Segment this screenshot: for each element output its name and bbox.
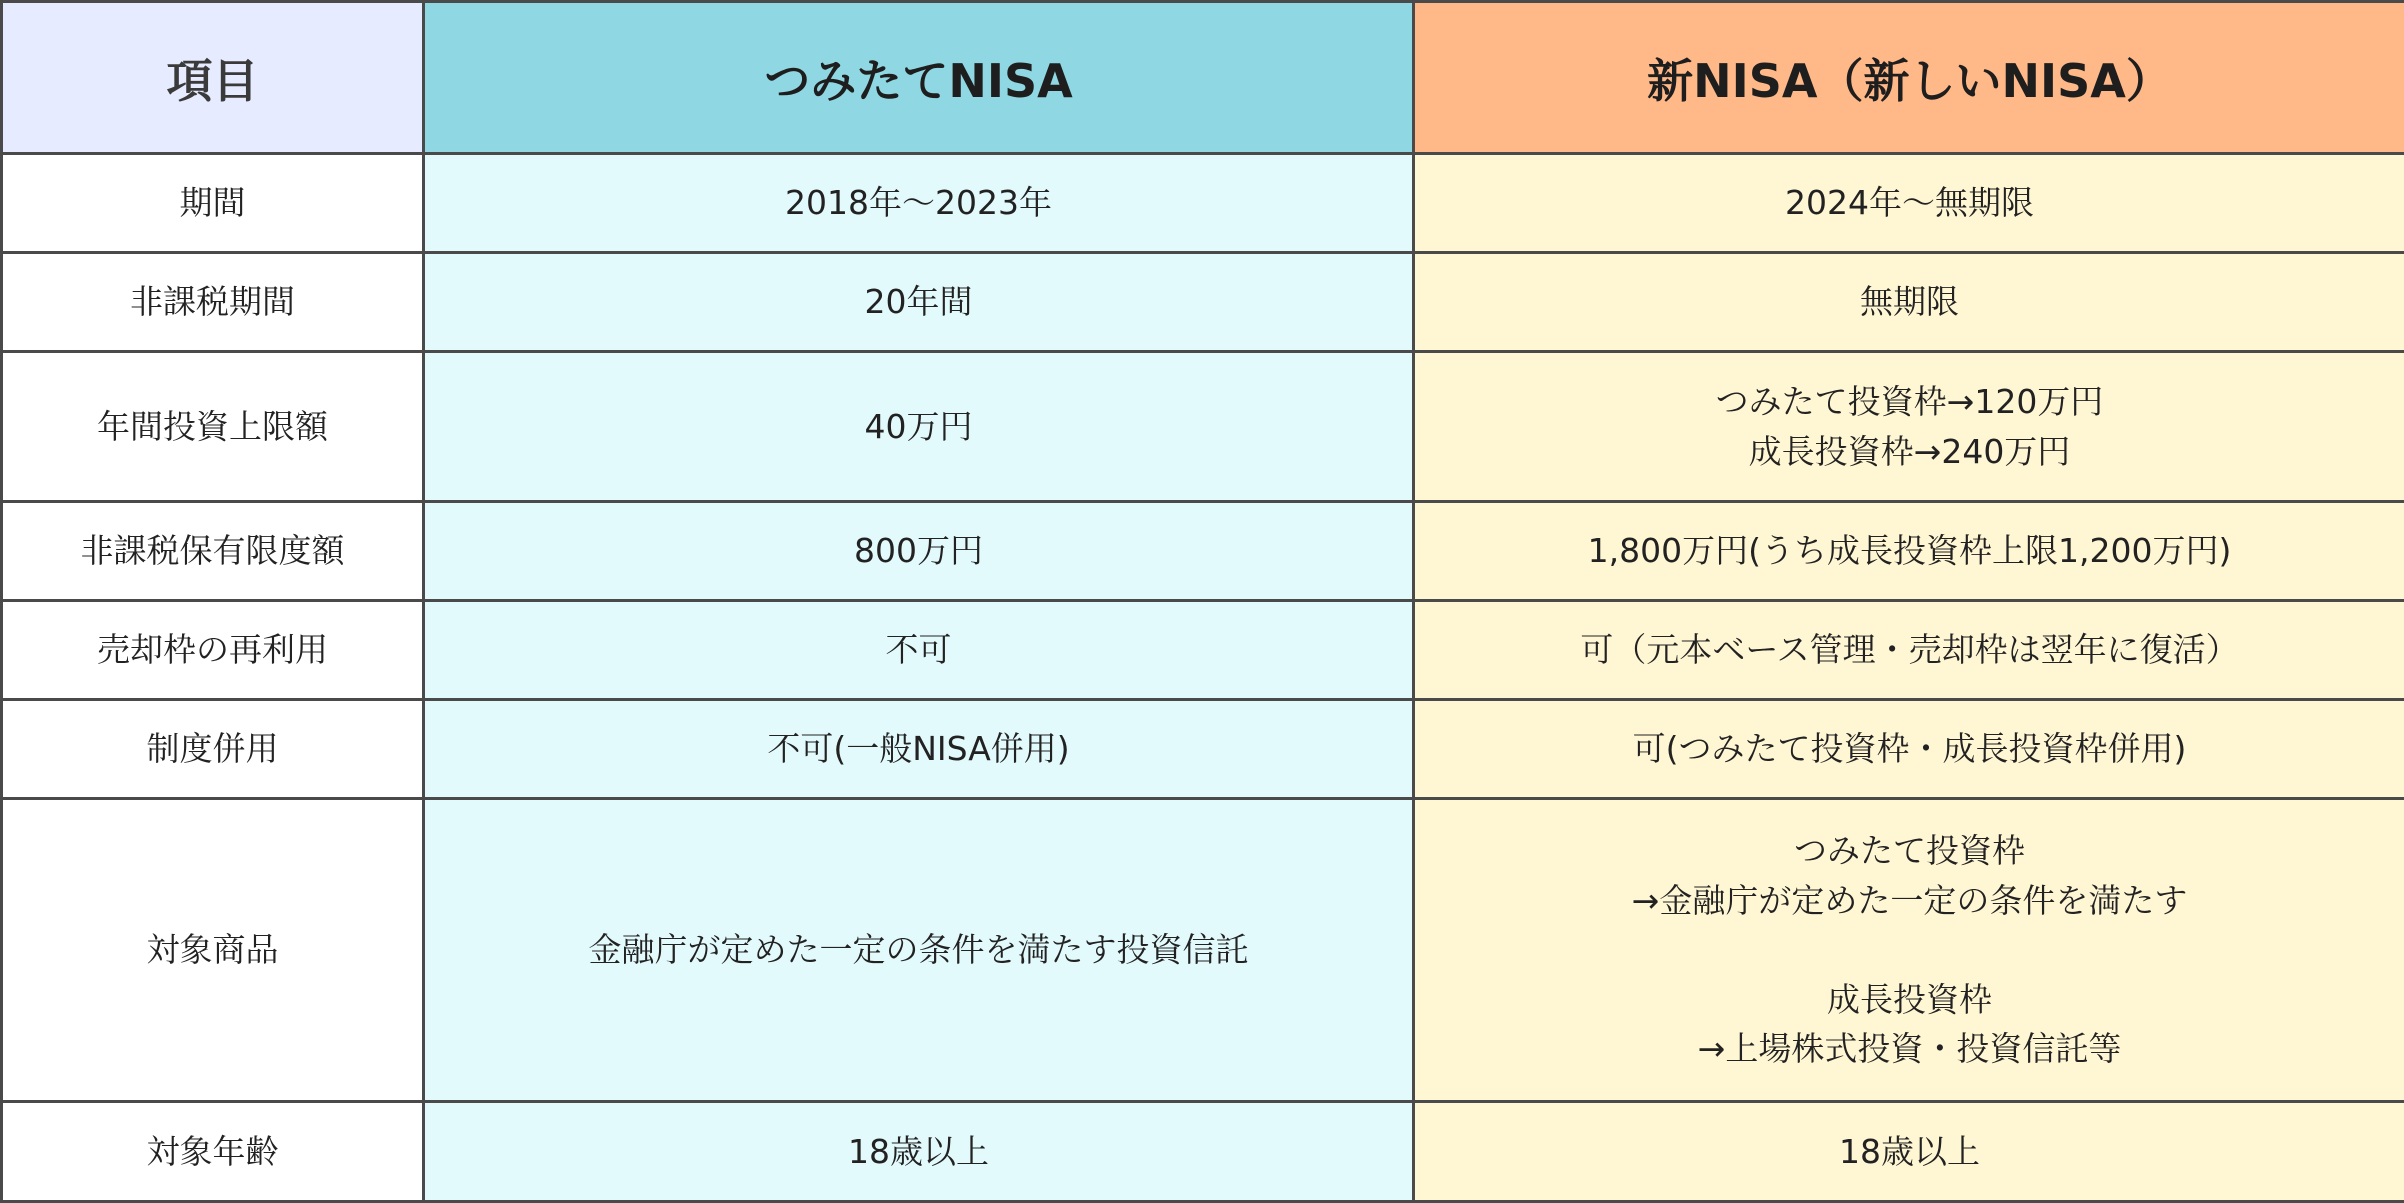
- new-nisa-cell: つみたて投資枠→120万円 成長投資枠→240万円: [1414, 352, 2404, 502]
- table-row: [2, 154, 2404, 253]
- tsumitate-cell: 40万円: [424, 352, 1414, 502]
- table-row: [2, 502, 2404, 601]
- new-nisa-cell: つみたて投資枠 →金融庁が定めた一定の条件を満たす 成長投資枠 →上場株式投資・投資信託等: [1414, 799, 2404, 1102]
- row-label: 非課税期間: [2, 253, 424, 352]
- row-label: 期間: [2, 154, 424, 253]
- row-label: 対象年齢: [2, 1102, 424, 1202]
- tsumitate-cell: 2018年〜2023年: [424, 154, 1414, 253]
- tsumitate-cell: 金融庁が定めた一定の条件を満たす投資信託: [424, 799, 1414, 1102]
- tsumitate-cell: 800万円: [424, 502, 1414, 601]
- table-row: [2, 352, 2404, 502]
- header-new-nisa: 新NISA（新しいNISA）: [1414, 2, 2404, 154]
- new-nisa-cell: 18歳以上: [1414, 1102, 2404, 1202]
- table-row: [2, 253, 2404, 352]
- tsumitate-cell: 18歳以上: [424, 1102, 1414, 1202]
- header-row: [2, 2, 2404, 154]
- table-row: [2, 601, 2404, 700]
- header-item: 項目: [2, 2, 424, 154]
- row-label: 年間投資上限額: [2, 352, 424, 502]
- new-nisa-cell: 可（元本ベース管理・売却枠は翌年に復活）: [1414, 601, 2404, 700]
- tsumitate-cell: 不可(一般NISA併用): [424, 700, 1414, 799]
- table-row: [2, 1102, 2404, 1202]
- row-label: 制度併用: [2, 700, 424, 799]
- tsumitate-cell: 20年間: [424, 253, 1414, 352]
- header-tsumitate-nisa: つみたてNISA: [424, 2, 1414, 154]
- row-label: 対象商品: [2, 799, 424, 1102]
- new-nisa-cell: 1,800万円(うち成長投資枠上限1,200万円): [1414, 502, 2404, 601]
- row-label: 非課税保有限度額: [2, 502, 424, 601]
- tsumitate-cell: 不可: [424, 601, 1414, 700]
- new-nisa-cell: 2024年〜無期限: [1414, 154, 2404, 253]
- row-label: 売却枠の再利用: [2, 601, 424, 700]
- table-row: [2, 799, 2404, 1102]
- new-nisa-cell: 無期限: [1414, 253, 2404, 352]
- new-nisa-cell: 可(つみたて投資枠・成長投資枠併用): [1414, 700, 2404, 799]
- table-row: [2, 700, 2404, 799]
